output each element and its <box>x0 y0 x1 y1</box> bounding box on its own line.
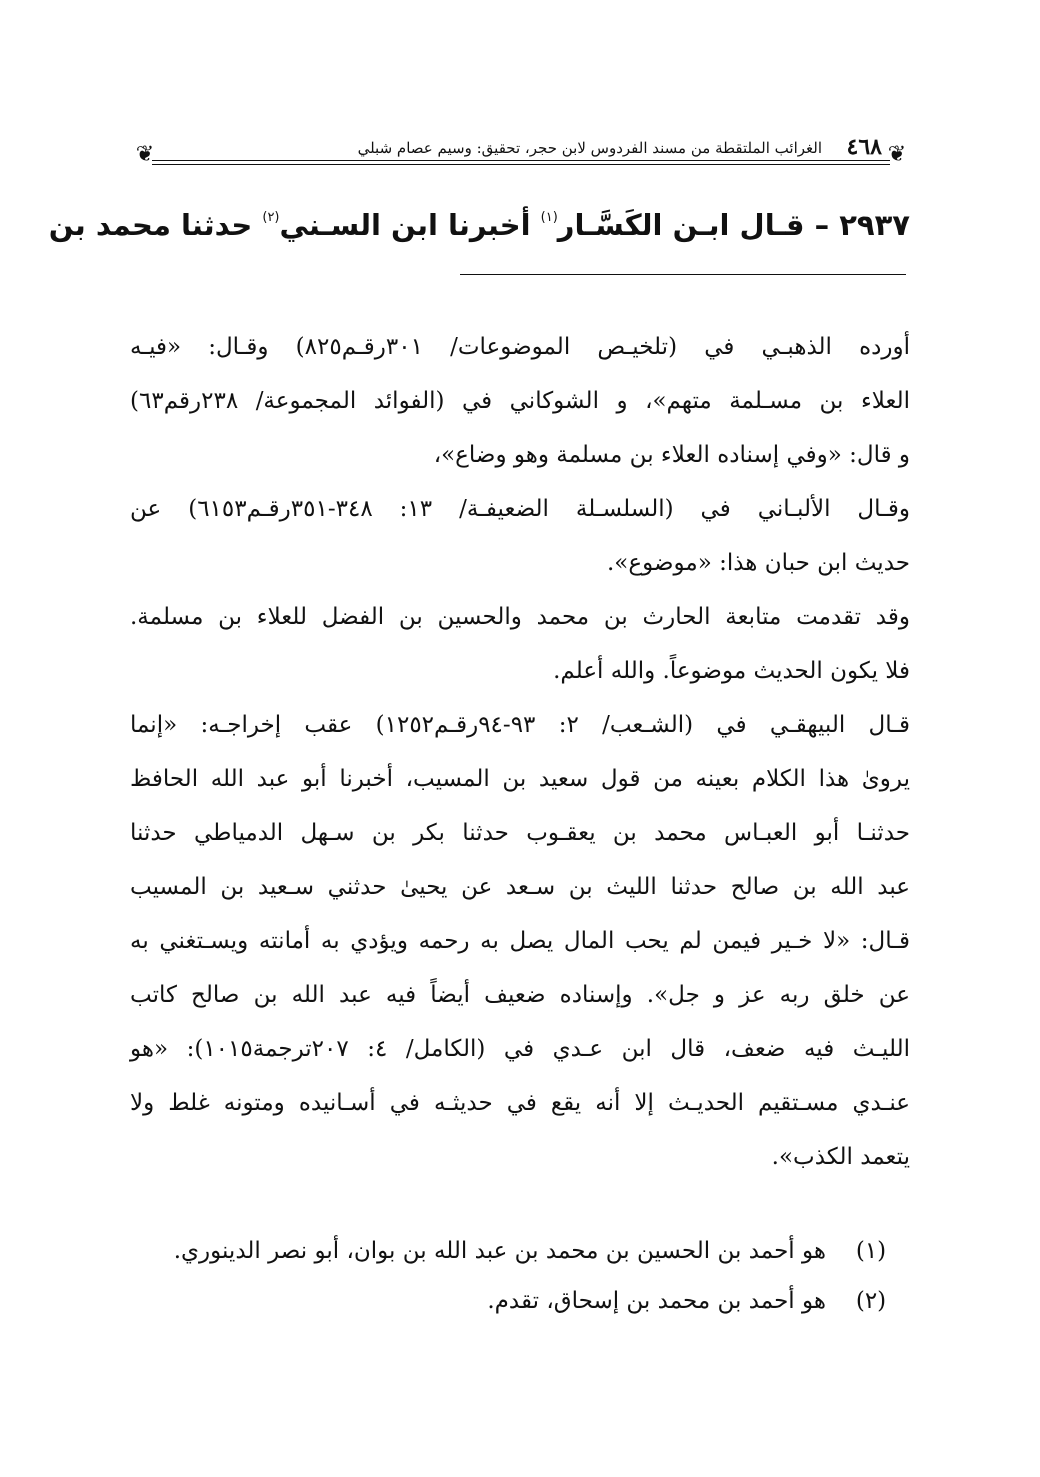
ornament-right-icon: ❦ <box>887 142 907 167</box>
body-line: يتعمد الكذب». <box>771 1144 910 1170</box>
footnote-ref-1[interactable]: (١) <box>540 210 558 225</box>
footnote-number: (١) <box>855 1238 887 1264</box>
body-line: وقد تقدمت متابعة الحارث بن محمد والحسين بن الفضل للعلاء بن مسلمة. <box>130 604 910 630</box>
body-line: وقـال الألبـاني في (السلسـلة الضعيفـة/ ١٣: ٣٤٨-٣٥١رقـم٦١٥٣) عن <box>130 496 910 522</box>
body-line: عبد الله بن صالح حدثنا الليث بن سـعد عن يحيىٰ حدثني سـعيد بن المسيب <box>130 874 910 900</box>
footnote-item <box>142 1276 902 1326</box>
heading-text-a: ٢٩٣٧ – قـال ابـن الكَسَّـار <box>557 208 910 242</box>
footnote-number: (٢) <box>855 1288 887 1314</box>
body-line: الليـث فيه ضعف، قال ابن عـدي في (الكامل/ ٤: ٢٠٧ترجمة١٠١٥): «هو <box>130 1036 911 1062</box>
footnote-item <box>142 1226 902 1276</box>
footnote-ref-2[interactable]: (٢) <box>262 210 280 225</box>
footnote-text: هو أحمد بن الحسين بن محمد بن عبد الله بن بوان، أبو نصر الدينوري. <box>173 1238 826 1264</box>
running-header <box>132 124 910 176</box>
body-line: قـال البيهقـي في (الشـعب/ ٢: ٩٣-٩٤رقـم١٢٥٢) عقب إخراجـه: «إنما <box>130 712 910 738</box>
footnote-text: هو أحمد بن محمد بن إسحاق، تقدم. <box>487 1288 826 1314</box>
body-line: حديث ابن حبان هذا: «موضوع». <box>606 550 910 576</box>
commentary-body <box>130 320 910 1184</box>
ornament-left-icon: ❦ <box>135 142 155 167</box>
body-line: عنـدي مسـتقيم الحديـث إلا أنه يقع في حديثـه في أسـانيده ومتونه غلط ولا <box>130 1090 910 1116</box>
heading-text-b: أخبرنا ابن السـني <box>279 208 541 242</box>
body-line: أورده الذهبـي في (تلخيـص الموضوعات/ ٣٠١رقـم٨٢٥) وقـال: «فيـه <box>130 334 910 360</box>
body-line: حدثنـا أبو العبـاس محمد بن يعقـوب حدثنا بكر بن سـهل الدمياطي حدثنا <box>130 820 910 846</box>
section-separator <box>460 274 906 275</box>
heading-text-c: حدثنا محمد بن <box>48 208 263 242</box>
body-line: فلا يكون الحديث موضوعاً. والله أعلم. <box>553 658 910 684</box>
body-line: و قال: «وفي إسناده العلاء بن مسلمة وهو وضاع»، <box>433 442 910 468</box>
body-line: العلاء بن مسـلمة متهم»، و الشوكاني في (الفوائد المجموعة/ ٢٣٨رقم٦٣) <box>130 388 910 414</box>
header-rule-thin <box>152 164 890 165</box>
hadith-heading <box>48 190 910 253</box>
header-title: الغرائب الملتقطة من مسند الفردوس لابن حجر، تحقيق: وسيم عصام شبلي <box>357 139 822 157</box>
body-line: يروىٰ هذا الكلام بعينه من قول سعيد بن المسيب، أخبرنا أبو عبد الله الحافظ <box>130 766 910 792</box>
header-rule <box>152 160 890 161</box>
footnotes <box>142 1226 902 1326</box>
page-number: ٤٦٨ <box>846 134 882 160</box>
body-line: عن خلق ربه عز و جل». وإسناده ضعيف أيضاً فيه عبد الله بن صالح كاتب <box>130 982 910 1008</box>
body-line: قـال: «لا خـير فيمن لم يحب المال يصل به رحمه ويؤدي به أمانته ويسـتغني به <box>130 928 910 954</box>
